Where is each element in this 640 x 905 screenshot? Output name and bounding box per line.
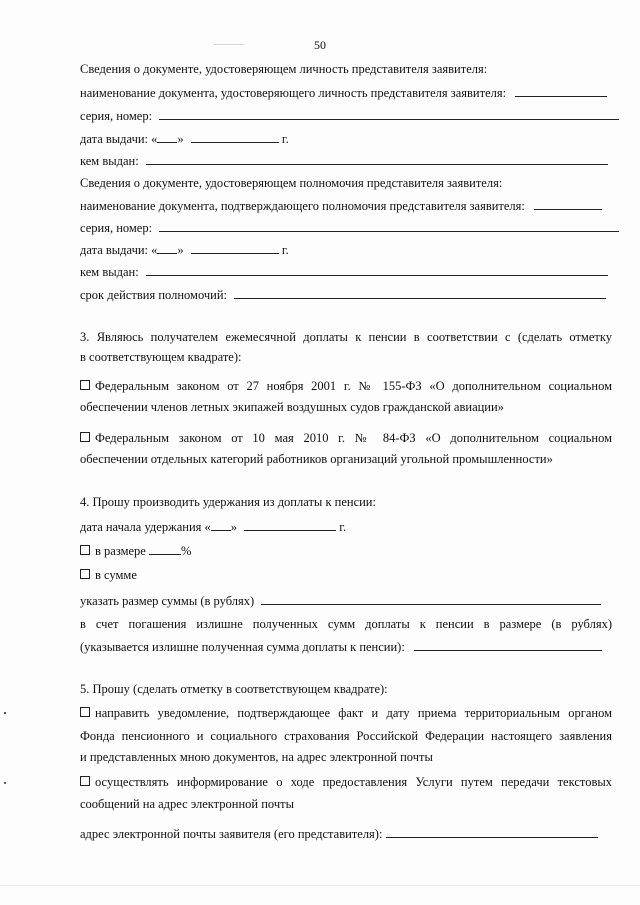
section5-option1-checkbox[interactable] (80, 707, 90, 717)
section5-option1-line3: и представленных мною документов, на адрес электронной почты (80, 750, 433, 764)
section5-option1 (80, 706, 612, 721)
rep-auth-issued-field[interactable] (146, 264, 608, 276)
section4-start-suffix: г. (339, 520, 347, 534)
section4-start-mid: » (230, 520, 238, 534)
rep-auth-doc-name-field[interactable] (534, 198, 602, 210)
section5-email-field[interactable] (386, 826, 598, 838)
rep-auth-series-field[interactable] (159, 220, 619, 232)
section4-overpaid-label: (указывается излишне полученная сумма доплаты к пенсии): (80, 640, 405, 654)
scan-artifact (214, 44, 244, 45)
scan-artifact (0, 885, 640, 886)
section4-sum-label: в сумме (95, 568, 137, 582)
section3-option1-text: Федеральным законом от 27 ноября 2001 г. № 155-ФЗ «О дополнительном социальном (95, 379, 612, 393)
section4-start-month-field[interactable] (244, 519, 336, 531)
section4-start-row (80, 519, 346, 535)
rep-id-doc-name-label: наименование документа, удостоверяющего личность представителя заявителя: (80, 86, 507, 100)
section3-option1 (80, 379, 612, 394)
rep-auth-heading: Сведения о документе, удостоверяющем полномочия представителя заявителя: (80, 176, 503, 190)
rep-id-date-mid: » (177, 132, 184, 146)
rep-auth-date-row (80, 242, 289, 258)
scan-artifact (4, 782, 6, 784)
section4-percent-field[interactable] (149, 543, 181, 555)
section3-line2: в соответствующем квадрате): (80, 350, 242, 364)
rep-id-date-suffix: г. (281, 132, 289, 146)
page-number: 50 (314, 38, 326, 52)
section4-sum-rubles-row (80, 593, 601, 609)
section5-option2-checkbox[interactable] (80, 776, 90, 786)
section4-start-prefix: дата начала удержания « (80, 520, 211, 534)
section5-email-row (80, 826, 598, 842)
rep-id-date-day-field[interactable] (157, 131, 177, 143)
section5-option2-text: осуществлять информирование о ходе предоставления Услуги путем передачи текстовых (95, 775, 612, 789)
rep-auth-validity-field[interactable] (234, 287, 606, 299)
section4-sum-row (80, 568, 137, 583)
section4-sum-checkbox[interactable] (80, 569, 90, 579)
section5-option2-line2: сообщений на адрес электронной почты (80, 797, 294, 811)
rep-auth-date-month-field[interactable] (191, 242, 279, 254)
section3-option2 (80, 431, 612, 446)
rep-id-series-label: серия, номер: (80, 109, 153, 123)
section4-overpaid-field[interactable] (414, 639, 602, 651)
rep-auth-series-label: серия, номер: (80, 221, 153, 235)
section4-sum-rubles-field[interactable] (261, 593, 601, 605)
section3-option2-text: Федеральным законом от 10 мая 2010 г. № 84-ФЗ «О дополнительном социальном (95, 431, 612, 445)
rep-id-doc-name-row (80, 85, 607, 101)
section5-option1-text: направить уведомление, подтверждающее факт и дату приема территориальным органом (95, 706, 612, 720)
section5-option2 (80, 775, 612, 790)
section4-percent-checkbox[interactable] (80, 545, 90, 555)
section4-percent-row (80, 543, 191, 559)
rep-auth-date-prefix: дата выдачи: « (80, 243, 158, 257)
rep-id-date-month-field[interactable] (191, 131, 279, 143)
rep-id-issued-label: кем выдан: (80, 154, 139, 168)
section4-percent-sign: % (180, 544, 192, 558)
rep-id-series-field[interactable] (159, 108, 619, 120)
section3-option2-checkbox[interactable] (80, 432, 90, 442)
rep-auth-date-day-field[interactable] (157, 242, 177, 254)
section5-heading: 5. Прошу (сделать отметку в соответствующем квадрате): (80, 682, 388, 696)
rep-auth-doc-name-row (80, 198, 602, 214)
section3-option1-checkbox[interactable] (80, 380, 90, 390)
rep-auth-series-row (80, 220, 619, 236)
section3-option1-line2: обеспечении членов летных экипажей воздушных судов гражданской авиации» (80, 400, 504, 414)
rep-id-date-row (80, 131, 289, 147)
rep-auth-validity-row (80, 287, 606, 303)
rep-auth-issued-row (80, 264, 608, 280)
section3-line1: 3. Являюсь получателем ежемесячной доплаты к пенсии в соответствии с (сделать отметку (80, 330, 612, 344)
rep-auth-date-suffix: г. (281, 243, 289, 257)
rep-id-date-prefix: дата выдачи: « (80, 132, 158, 146)
rep-auth-doc-name-label: наименование документа, подтверждающего полномочия представителя заявителя: (80, 199, 525, 213)
rep-auth-date-mid: » (177, 243, 184, 257)
section4-start-day-field[interactable] (211, 519, 231, 531)
section4-percent-label: в размере (95, 544, 146, 558)
section4-overpaid-row (80, 639, 602, 655)
rep-id-doc-name-field[interactable] (515, 85, 607, 97)
section3-option2-line2: обеспечении отдельных категорий работников организаций угольной промышленности» (80, 452, 553, 466)
section4-heading: 4. Прошу производить удержания из доплаты к пенсии: (80, 495, 376, 509)
section4-overpaid-line1: в счет погашения излишне полученных сумм доплаты к пенсии в размере (в рублях) (80, 617, 612, 631)
rep-auth-validity-label: срок действия полномочий: (80, 288, 228, 302)
rep-id-issued-row (80, 153, 608, 169)
rep-auth-issued-label: кем выдан: (80, 265, 139, 279)
section5-option1-line2: Фонда пенсионного и социального страхования Российской Федерации настоящего заявления (80, 729, 612, 743)
rep-id-series-row (80, 108, 619, 124)
rep-id-issued-field[interactable] (146, 153, 608, 165)
scan-artifact (4, 712, 6, 714)
rep-id-heading: Сведения о документе, удостоверяющем личность представителя заявителя: (80, 62, 488, 76)
section5-email-label: адрес электронной почты заявителя (его представителя): (80, 827, 383, 841)
section4-sum-rubles-label: указать размер суммы (в рублях) (80, 594, 255, 608)
